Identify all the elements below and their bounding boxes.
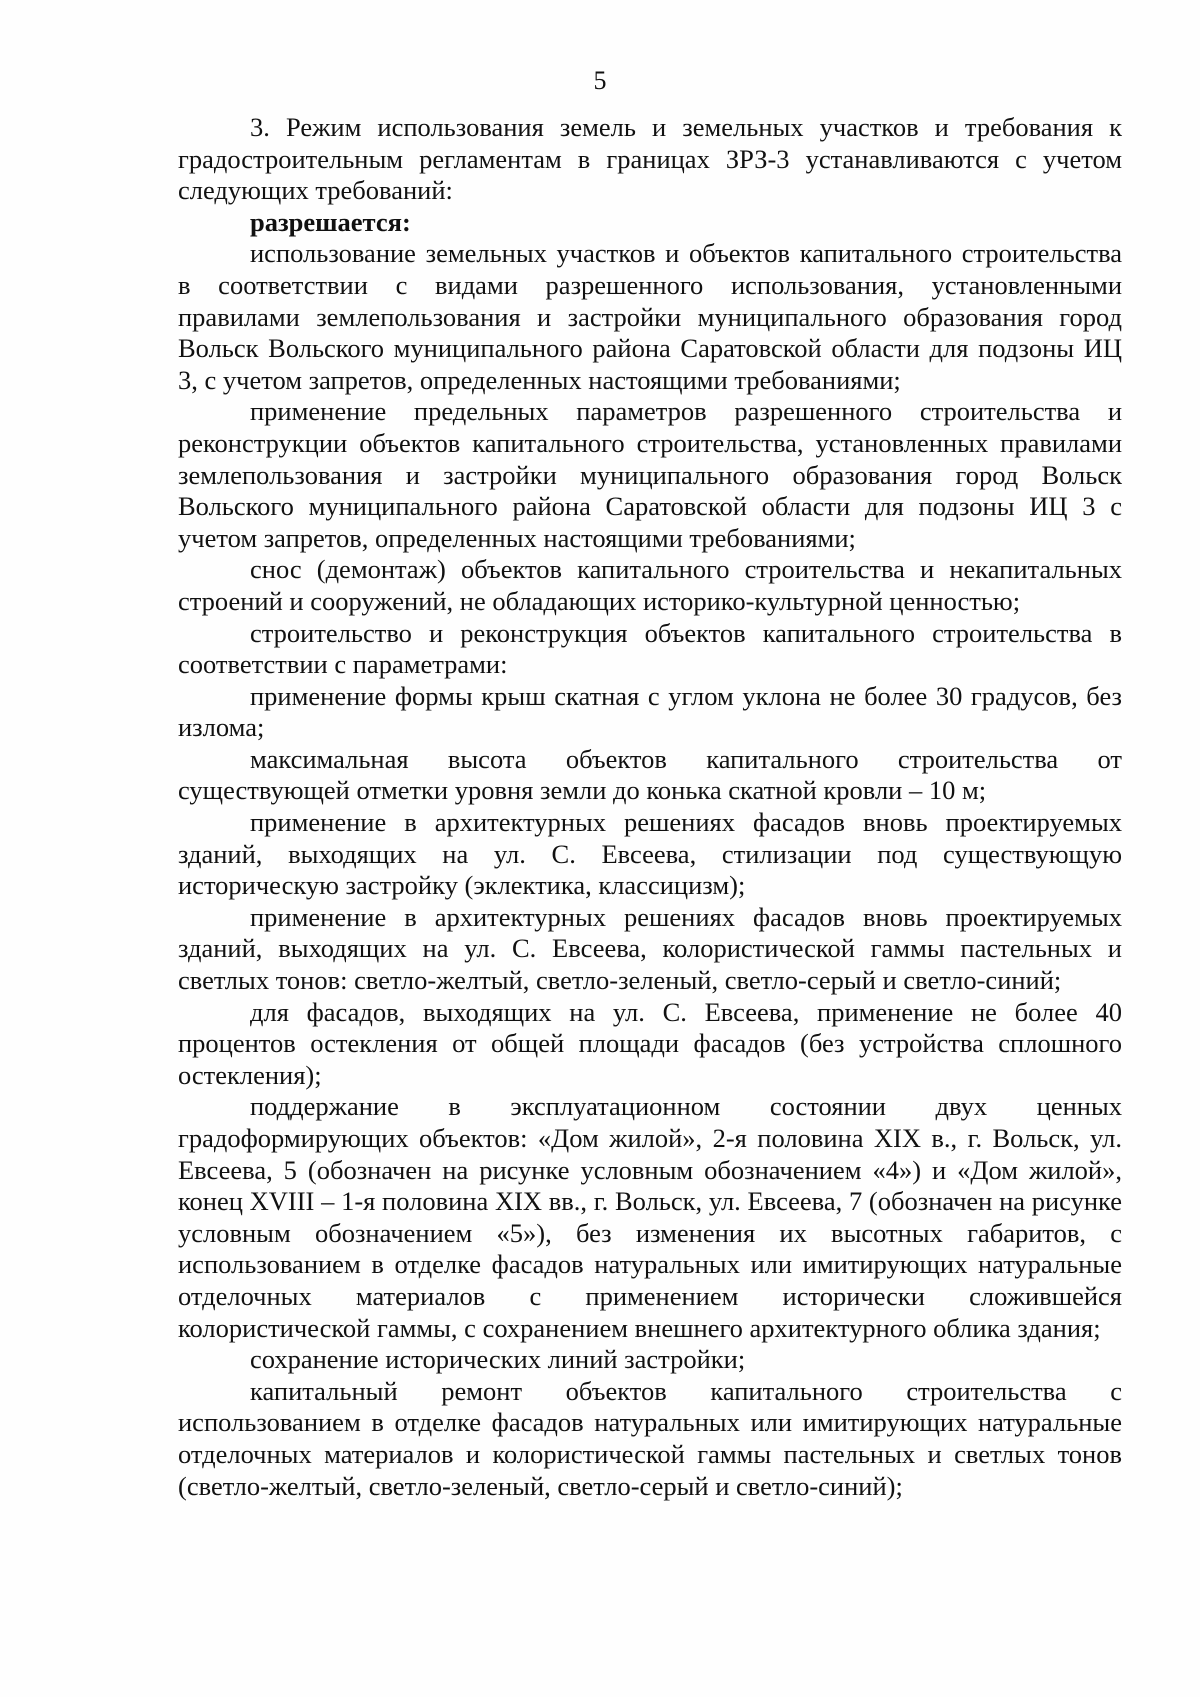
intro-paragraph: 3. Режим использования земель и земельных участков и требования к градостроительным регламентам в границах ЗРЗ-3 устанавливаются с учетом следующих требований: — [178, 112, 1122, 206]
list-item: для фасадов, выходящих на ул. С. Евсеева, применение не более 40 процентов остекления от общей площади фасадов (без устройства сплошного остекления); — [178, 996, 1122, 1090]
list-item: поддержание в эксплуатационном состоянии двух ценных градоформирующих объектов: «Дом жилой», 2-я половина XIX в., г. Вольск, ул. Евсеева, 5 (обозначен на рисунке условным обозначением «4») и «Дом жилой», конец XVIII – 1-я половина XIX вв., г. Вольск, ул. Евсеева, 7 (обозначен на рисунке условным обозначением «5»), без изменения их высотных габаритов, с использованием в отделке фасадов натуральных или имитирующих натуральные отделочных материалов с применением исторически сложившейся колористической гаммы, с сохранением внешнего архитектурного облика здания; — [178, 1091, 1122, 1343]
list-item: капитальный ремонт объектов капитального строительства с использованием в отделке фасадов натуральных или имитирующих натуральные отделочных материалов и колористической гаммы пастельных и светлых тонов (светло-желтый, светло-зеленый, светло-серый и светло-синий); — [178, 1375, 1122, 1501]
list-item: использование земельных участков и объектов капитального строительства в соответствии с видами разрешенного использования, установленными правилами землепользования и застройки муниципального образования город Вольск Вольского муниципального района Саратовской области для подзоны ИЦ 3, с учетом запретов, определенных настоящими требованиями; — [178, 238, 1122, 395]
list-item: максимальная высота объектов капитального строительства от существующей отметки уровня земли до конька скатной кровли – 10 м; — [178, 743, 1122, 806]
allowed-heading: разрешается: — [250, 206, 411, 237]
document-body — [178, 112, 1122, 1502]
list-item: сохранение исторических линий застройки; — [250, 1344, 746, 1375]
list-item: применение предельных параметров разрешенного строительства и реконструкции объектов капитального строительства, установленных правилами землепользования и застройки муниципального образования город Вольск Вольского муниципального района Саратовской области для подзоны ИЦ 3 с учетом запретов, определенных настоящими требованиями; — [178, 396, 1122, 553]
list-item: применение формы крыш скатная с углом уклона не более 30 градусов, без излома; — [178, 680, 1122, 743]
list-item: применение в архитектурных решениях фасадов вновь проектируемых зданий, выходящих на ул. С. Евсеева, колористической гаммы пастельных и светлых тонов: светло-желтый, светло-зеленый, светло-серый и светло-синий; — [178, 901, 1122, 996]
list-item: строительство и реконструкция объектов капитального строительства в соответствии с параметрами: — [178, 617, 1122, 680]
page-number: 5 — [593, 66, 607, 95]
list-item: снос (демонтаж) объектов капитального строительства и некапитальных строений и сооружений, не обладающих историко-культурной ценностью; — [178, 554, 1122, 616]
list-item: применение в архитектурных решениях фасадов вновь проектируемых зданий, выходящих на ул. С. Евсеева, стилизации под существующую историческую застройку (эклектика, классицизм); — [178, 807, 1122, 901]
